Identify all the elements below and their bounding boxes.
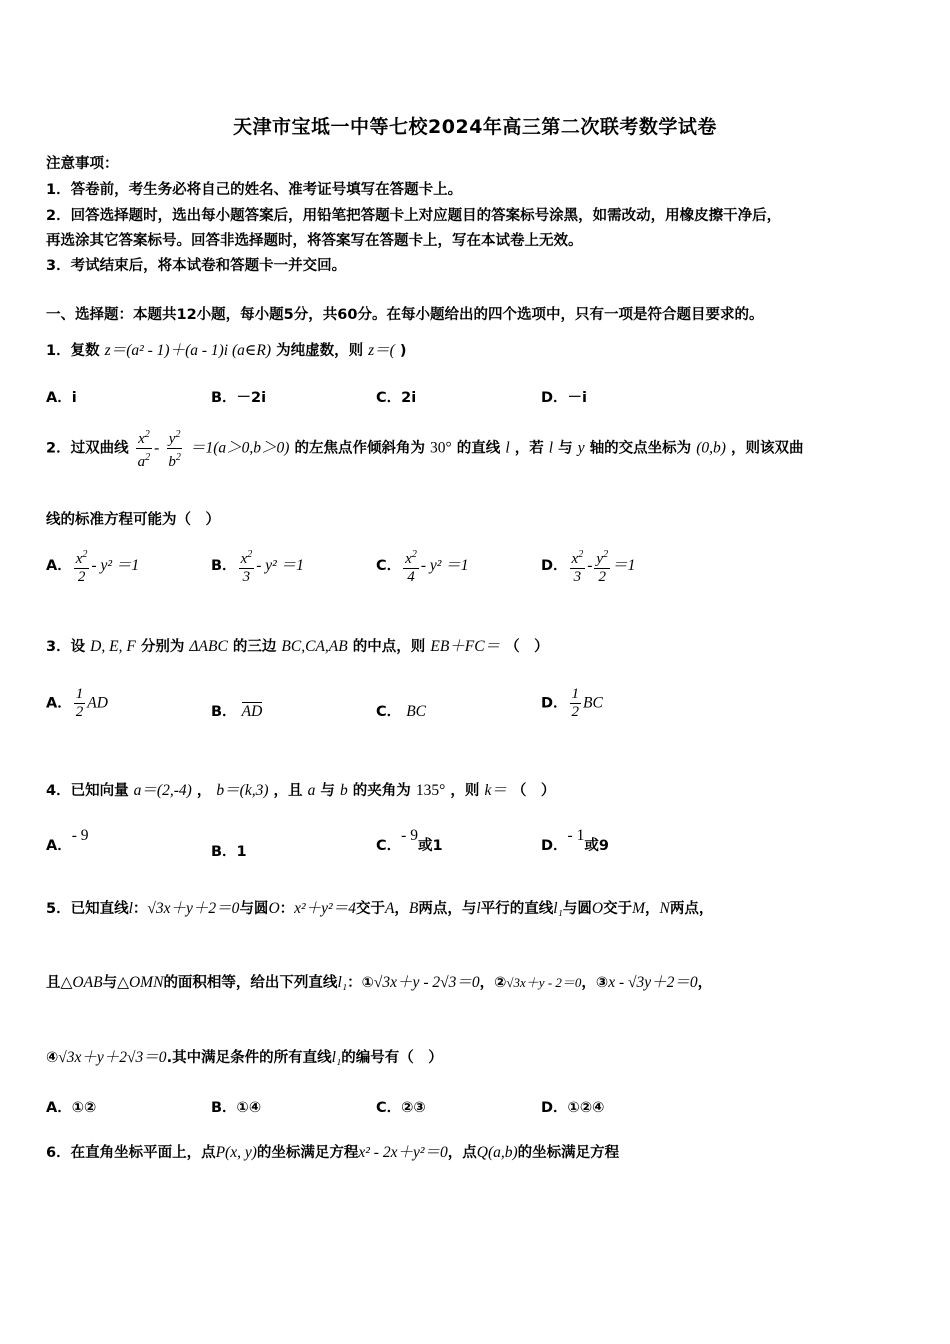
- q2-option-c: C． $\frac{x^2}{4}$ - y² ＝1: [376, 546, 469, 586]
- q2-fraction-x: $\frac{x^2}{a^2}$: [136, 426, 153, 471]
- q2-text: 的左焦点作倾斜角为: [294, 440, 425, 457]
- q2-fraction-y: $\frac{y^2}{b^2}$: [166, 426, 183, 471]
- question-2-line-2: 线的标准方程可能为（ ）: [46, 512, 220, 528]
- q3-option-c: C． BC: [376, 703, 427, 720]
- q4-vector-b: b＝(k,3): [216, 782, 269, 799]
- q2-option-b: B． $\frac{x^2}{3}$ - y² ＝1: [211, 546, 304, 586]
- q1-tail: ): [399, 343, 407, 359]
- notice-heading: 注意事项：: [46, 156, 119, 172]
- q1-expression: z＝(a² - 1)＋(a - 1)i (a∈R): [104, 342, 272, 359]
- q3-sides: BC,CA,AB: [281, 638, 348, 655]
- q5-option-a: A．①②: [46, 1100, 97, 1116]
- q3-expression: EB＋FC＝: [430, 638, 501, 655]
- question-5-line-2: 且△OAB与△OMN的面积相等，给出下列直线l₁：①√3x＋y - 2√3＝0，②√3x＋y - 2＝0，③x - √3y＋2＝0，: [46, 974, 713, 991]
- q3-option-a: A． $\frac{1}{2}$ AD: [46, 686, 108, 720]
- q2-text: 的直线: [456, 440, 501, 457]
- page-title: 天津市宝坻一中等七校2024年高三第二次联考数学试卷: [233, 116, 717, 138]
- q2-option-a: A． $\frac{x^2}{2}$ - y² ＝1: [46, 546, 139, 586]
- q4-vector-a: a＝(2,-4): [133, 782, 192, 799]
- q3-option-d: D． $\frac{1}{2}$ BC: [541, 686, 603, 720]
- q1-option-b: B．－2i: [211, 390, 267, 406]
- q5-line-equation: √3x＋y＋2＝0: [147, 900, 240, 917]
- q1-lead: 1．复数: [46, 343, 100, 359]
- q2-text: ，则该双曲: [731, 440, 804, 457]
- q2-lead: 2．过双曲线: [46, 440, 129, 457]
- q4-angle: 135°: [415, 782, 446, 799]
- section-heading: 一、选择题：本题共12小题，每小题5分，共60分。在每小题给出的四个选项中，只有一项是符合题目要求的。: [46, 307, 764, 323]
- question-5: 5．已知直线l：√3x＋y＋2＝0与圆O：x²＋y²＝4交于A，B两点，与l平行的直线l₁与圆O交于M，N两点，: [46, 900, 714, 917]
- q2-point: (0,b): [696, 439, 726, 457]
- q5-option-c: C．②③: [376, 1100, 426, 1116]
- q2-line-l: l: [505, 439, 510, 457]
- q5-option-d: D．①②④: [541, 1100, 605, 1116]
- question-2: 2．过双曲线 $\frac{x^2}{a^2}$ - $\frac{y^2}{b^2}$ ＝1(a＞0,b＞0) 的左焦点作倾斜角为 30° 的直线 l ，若 l 与 y 轴的交点坐标为 (0,b) ，则该双曲: [46, 426, 804, 471]
- q5-candidate-4: √3x＋y＋2√3＝0: [58, 1049, 167, 1066]
- q2-angle: 30°: [430, 439, 452, 457]
- q5-candidate-3: x - √3y＋2＝0: [608, 974, 698, 991]
- q4-option-b: B．1: [211, 844, 247, 860]
- q2-y: y: [577, 439, 585, 457]
- q2-line-l: l: [548, 439, 554, 457]
- question-6: 6．在直角坐标平面上，点P(x, y)的坐标满足方程x² - 2x＋y²＝0，点Q(a,b)的坐标满足方程: [46, 1144, 620, 1161]
- q6-equation: x² - 2x＋y²＝0: [358, 1144, 448, 1161]
- q5-candidate-2: √3x＋y - 2＝0: [506, 975, 582, 990]
- notice-item: 3．考试结束后，将本试卷和答题卡一并交回。: [46, 258, 347, 274]
- notice-item: 2．回答选择题时，选出每小题答案后，用铅笔把答题卡上对应题目的答案标号涂黑，如需改动，用橡皮擦干净后，: [46, 208, 782, 224]
- question-1: [46, 338, 407, 360]
- q4-option-c: C．- 9或1: [376, 827, 443, 854]
- q2-equation-tail: ＝1(a＞0,b＞0): [189, 439, 290, 457]
- q2-text: 与: [558, 440, 573, 457]
- q1-option-a: A．i: [46, 390, 77, 406]
- notice-item: 1．答卷前，考生务必将自己的姓名、准考证号填写在答题卡上。: [46, 182, 463, 198]
- q2-text: ，若: [514, 440, 544, 457]
- q6-point-p: P(x, y): [215, 1144, 257, 1161]
- q3-triangle: ΔABC: [189, 638, 228, 655]
- q1-text: 为纯虚数，则: [276, 343, 364, 359]
- q2-text: 轴的交点坐标为: [589, 440, 692, 457]
- q4-option-a: A．- 9: [46, 827, 89, 854]
- q1-option-c: C．2i: [376, 390, 417, 406]
- q6-point-q: Q(a,b): [476, 1144, 518, 1161]
- q1-z: z＝(: [368, 342, 395, 359]
- q1-option-d: D．－i: [541, 390, 588, 406]
- question-4: 4．已知向量 a＝(2,-4) ， b＝(k,3) ，且 a 与 b 的夹角为 135° ，则 k＝ （ ）: [46, 782, 556, 799]
- q3-points: D, E, F: [90, 638, 136, 655]
- q2-option-d: D． $\frac{x^2}{3}$ - $\frac{y^2}{2}$ ＝1: [541, 546, 635, 586]
- q5-candidate-1: √3x＋y - 2√3＝0: [373, 974, 480, 991]
- notice-item: 再选涂其它答案标号。回答非选择题时，将答案写在答题卡上，写在本试卷上无效。: [46, 233, 583, 249]
- q3-option-b: B． AD: [211, 703, 263, 720]
- q4-option-d: D．- 1或9: [541, 827, 609, 854]
- q5-circle-equation: x²＋y²＝4: [294, 900, 356, 917]
- q5-option-b: B．①④: [211, 1100, 262, 1116]
- question-3: 3．设 D, E, F 分别为 ΔABC 的三边 BC,CA,AB 的中点，则 EB＋FC＝ （ ）: [46, 638, 549, 655]
- question-5-line-3: ④√3x＋y＋2√3＝0.其中满足条件的所有直线l₁的编号有（ ）: [46, 1049, 443, 1066]
